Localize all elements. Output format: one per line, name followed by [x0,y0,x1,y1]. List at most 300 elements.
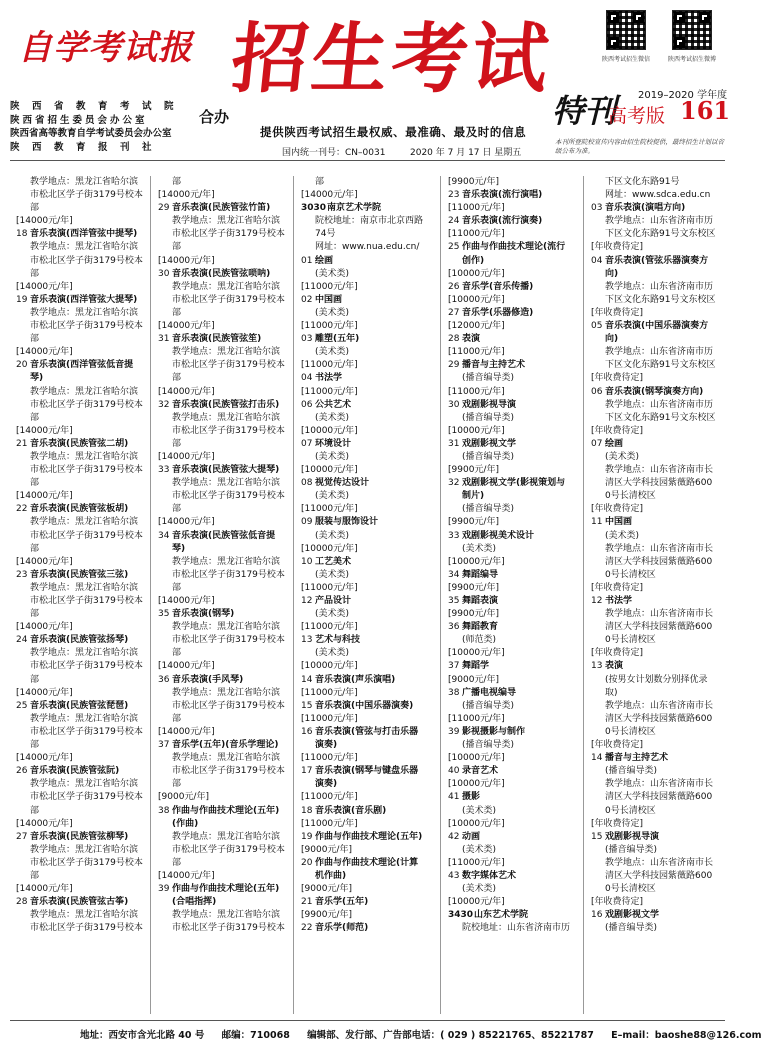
newspaper-brand-small: 自学考试报 [18,28,193,68]
tuition-fee: [14000元/年] [158,190,215,201]
major-heading [301,556,437,569]
major-number: 15 [591,831,603,842]
listing-detail: 市松北区学子街3179号校本 [30,661,143,672]
major-heading [16,569,152,582]
tuition-fee: [14000元/年] [158,451,215,462]
listing-detail: 教学地点：黑龙江省哈尔滨 [172,622,281,633]
tuition-fee: [年收费待定] [591,897,644,908]
major-heading [158,674,294,687]
major-name: 作曲与作曲技术理论(五年) [315,831,423,842]
major-number: 02 [301,294,313,305]
listing-detail: 市松北区学子街3179号校本 [30,596,143,606]
listing-detail: 教学地点：山东省济南市历 [605,216,714,227]
listing-detail: 网址：www.sdca.edu.cn [605,190,711,201]
major-number: 39 [158,884,170,895]
listing-detail: 部 [172,582,182,593]
major-name: 音乐表演(西洋管弦中提琴) [30,229,138,240]
listing-detail: 市松北区学子街3179号校本 [30,726,143,737]
major-heading [591,752,727,765]
major-name: 舞蹈教育 [462,622,499,633]
tuition-fee: [14000元/年] [158,321,215,332]
major-number: 28 [16,897,28,908]
issue-date: 2020 年 7 月 17 日 星期五 [410,148,522,158]
listing-detail: 市松北区学子街3179号校本 [172,294,285,305]
listing-detail: 教学地点：黑龙江省哈尔滨 [172,753,281,764]
tuition-fee: [10000元/年] [448,648,505,659]
tuition-fee: [11000元/年] [448,203,505,214]
major-heading [448,831,584,844]
footer-email: E–mail：baoshe88@126.com [611,1030,762,1041]
co-hosted-label: 合办 [199,108,230,126]
major-heading [16,438,152,451]
tuition-fee: [11000元/年] [301,582,358,593]
major-number: 38 [448,687,460,698]
listing-detail: 市松北区学子街3179号校本 [30,792,143,803]
major-heading [448,765,584,778]
major-heading [158,530,294,543]
tuition-fee: [9900元/年] [448,609,499,620]
major-name: 作曲与作曲技术理论(五年) [172,884,280,895]
listing-detail: 部 [30,334,40,345]
major-name: 音乐表演(民族管弦唢呐) [172,268,271,279]
tuition-fee: [11000元/年] [448,347,505,358]
major-heading [16,896,152,909]
major-heading [448,307,584,320]
listing-detail: (播音编导类) [605,766,658,777]
major-name: 音乐表演(中国乐器演奏) [315,700,414,711]
major-heading [301,372,437,385]
major-heading-continued: (作曲) [172,818,199,829]
listing-detail: 市松北区学子街3179号校本 [30,255,143,266]
major-name: 音乐表演(民族管弦笙) [172,334,262,345]
tuition-fee: [14000元/年] [158,255,215,266]
listing-detail: (美术类) [462,543,497,554]
major-number: 24 [16,635,28,646]
listing-detail: 部 [172,373,182,384]
listing-detail: (美术类) [462,884,497,895]
major-number: 16 [591,910,603,921]
major-name: 视觉传达设计 [315,478,370,489]
major-name: 戏剧影视文学 [605,910,660,921]
major-number: 22 [16,504,28,515]
major-name: 产品设计 [315,596,352,606]
major-heading [301,438,437,451]
major-number: 37 [448,661,460,672]
tuition-fee: [12000元/年] [448,321,505,332]
tuition-fee: [11000元/年] [301,818,358,829]
major-name: 音乐表演(民族管弦打击乐) [172,399,280,410]
listing-detail: 教学地点：黑龙江省哈尔滨 [172,347,281,358]
listing-detail: 部 [172,177,182,187]
major-name: 广播电视编导 [462,687,517,698]
tuition-fee: [10000元/年] [448,753,505,764]
major-number: 43 [448,870,460,881]
listing-detail: 市松北区学子街3179号校本 [30,857,143,868]
listing-detail: 部 [30,478,40,489]
major-name: 音乐表演(民族管弦古筝) [30,897,129,908]
tuition-fee: [14000元/年] [16,281,73,292]
listing-detail: 院校地址：南京市北京西路 [315,216,424,227]
major-number: 42 [448,831,460,842]
major-name: 表演 [605,661,624,672]
tuition-fee: [10000元/年] [301,543,358,554]
listing-detail: 0号长清校区 [605,726,656,737]
major-number: 31 [158,334,170,345]
major-heading-continued: 向) [605,334,619,345]
listing-detail: 教学地点：黑龙江省哈尔滨 [30,242,139,253]
listing-detail: (美术类) [315,530,350,541]
listing-detail: 教学地点：黑龙江省哈尔滨 [172,216,281,227]
listing-detail: 教学地点：黑龙江省哈尔滨 [30,582,139,593]
major-number: 33 [448,530,460,541]
listing-detail: 下区文化东路91号 [605,177,680,187]
major-name: 音乐表演(演唱方向) [605,203,686,214]
org-name: 陕西省高等教育自学考试委员会办公室 [10,128,172,139]
tuition-fee: [11000元/年] [301,504,358,515]
major-number: 18 [301,805,313,816]
major-heading [301,477,437,490]
major-heading [591,438,727,451]
listing-detail: (播音编导类) [462,504,515,515]
listing-detail: 部 [30,268,40,279]
listing-detail: 0号长清校区 [605,884,656,895]
major-name: 服装与服饰设计 [315,517,379,528]
tuition-fee: [10000元/年] [448,294,505,305]
listing-detail: 教学地点：山东省济南市历 [605,399,714,410]
listing-detail: 教学地点：山东省济南市长 [605,609,714,620]
major-number: 29 [448,360,460,371]
listing-detail: 市松北区学子街3179号校本 [30,530,143,541]
listing-detail: (美术类) [315,451,350,462]
tuition-fee: [9900元/年] [448,517,499,528]
major-number: 01 [301,255,313,266]
tuition-fee: [14000元/年] [158,386,215,397]
major-number: 03 [591,203,603,214]
major-name: 音乐表演(西洋管弦大提琴) [30,294,138,305]
major-name: 音乐表演(流行演唱) [462,190,543,201]
listing-detail: 部 [30,674,40,685]
tuition-fee: [10000元/年] [301,465,358,476]
listing-detail: 清区大学科技园紫薇路600 [605,478,713,489]
listing-detail: (美术类) [315,569,350,580]
major-name: 音乐表演(民族管弦扬琴) [30,635,129,646]
major-name: 中国画 [315,294,343,305]
listing-detail: 下区文化东路91号文东校区 [605,229,716,240]
listing-detail: 院校地址：山东省济南市历 [462,923,571,934]
major-heading [16,294,152,307]
major-name: 舞蹈编导 [462,569,499,580]
major-heading-continued: 创作) [462,255,485,266]
tuition-fee: [14000元/年] [16,818,73,829]
major-heading [16,765,152,778]
major-heading [448,399,584,412]
major-number: 04 [591,255,603,266]
listing-detail: 市松北区学子街3179号校本 [172,923,285,934]
tuition-fee: [11000元/年] [448,229,505,240]
listing-detail: (美术类) [315,648,350,659]
major-heading [448,791,584,804]
tuition-fee: [14000元/年] [16,425,73,436]
major-name: 音乐表演(民族管弦板胡) [30,504,129,515]
major-number: 21 [16,438,28,449]
listing-detail: 部 [30,543,40,554]
major-name: 作曲与作曲技术理论(计算 [315,857,419,868]
tuition-fee: [9900元/年] [301,910,352,921]
major-name: 音乐表演(管弦乐器演奏方 [605,255,709,266]
footer-address: 地址：西安市含光北路 40 号 [80,1030,205,1041]
listing-detail: 市松北区学子街3179号校本 [172,766,285,777]
major-number: 15 [301,700,313,711]
footer-postcode: 邮编：710068 [221,1030,290,1041]
listing-detail: 市松北区学子街3179号校本 [30,465,143,476]
major-number: 25 [448,242,460,253]
tuition-fee: [14000元/年] [16,216,73,227]
tuition-fee: [10000元/年] [301,425,358,436]
institution-code: 3030 [301,203,327,214]
major-name: 音乐表演(民族管弦琵琶) [30,700,129,711]
major-number: 32 [158,399,170,410]
listing-column-1 [16,176,152,1014]
listing-detail: 市松北区学子街3179号校本 [172,844,285,855]
tuition-fee: [11000元/年] [301,622,358,633]
major-heading [448,870,584,883]
listing-detail: 部 [30,740,40,751]
listing-detail: (播音编导类) [462,740,515,751]
listing-detail: 市松北区学子街3179号校本 [172,229,285,240]
major-heading [16,359,152,372]
listing-detail: 清区大学科技园紫薇路600 [605,622,713,633]
listing-detail: 市松北区学子街3179号校本 [172,491,285,502]
major-heading [158,268,294,281]
major-name: 书法学 [315,373,343,384]
listing-detail: 取) [605,687,618,698]
major-number: 13 [301,635,313,646]
listing-detail: 教学地点：山东省济南市长 [605,779,714,790]
tuition-fee: [14000元/年] [301,190,358,201]
major-number: 39 [448,726,460,737]
header-divider [10,160,725,161]
major-name: 绘画 [315,255,334,266]
listing-detail: 部 [30,203,40,214]
listing-detail: 教学地点：山东省济南市历 [605,347,714,358]
major-number: 12 [301,596,313,606]
tuition-fee: [年收费待定] [591,307,644,318]
tuition-fee: [11000元/年] [301,321,358,332]
major-heading [591,202,727,215]
major-number: 09 [301,517,313,528]
listing-detail: (播音编导类) [462,373,515,384]
listing-detail: 教学地点：黑龙江省哈尔滨 [30,648,139,659]
page-footer [80,1027,776,1041]
listing-detail: 市松北区学子街3179号校本 [30,399,143,410]
major-heading [158,333,294,346]
tuition-fee: [10000元/年] [301,661,358,672]
tuition-fee: [11000元/年] [301,687,358,698]
major-name: 音乐表演(声乐演唱) [315,674,396,685]
listing-detail: (美术类) [315,268,350,279]
major-number: 34 [448,569,460,580]
major-number: 40 [448,766,460,777]
major-heading [448,241,584,254]
major-name: 书法学 [605,596,633,606]
listing-detail: 市松北区学子街3179号校本 [172,635,285,646]
major-number: 35 [448,596,460,606]
major-number: 08 [301,478,313,489]
major-number: 04 [301,373,313,384]
major-name: 音乐表演(中国乐器演奏方 [605,321,709,332]
major-number: 21 [301,897,313,908]
masthead [0,0,735,168]
major-heading [448,687,584,700]
major-number: 25 [16,700,28,711]
major-name: 音乐表演(流行演奏) [462,216,543,227]
listing-detail: (播音编导类) [605,923,658,934]
major-heading [16,228,152,241]
org-name: 陕西省招生委员会办公室 [10,114,148,126]
major-name: 音乐表演(民族管弦柳琴) [30,831,129,842]
major-heading [301,857,437,870]
major-number: 13 [591,661,603,672]
admissions-listing [8,176,730,1014]
major-heading-continued: 制片) [462,491,485,502]
tuition-fee: [10000元/年] [448,425,505,436]
major-number: 31 [448,438,460,449]
major-heading [591,516,727,529]
edition-label: 高考版 [608,105,666,127]
major-name: 摄影 [462,792,481,803]
footer-phone: 编辑部、发行部、广告部电话：( 029 ) 85221765、85221787 [307,1030,594,1041]
listing-detail: 市松北区学子街3179号校本 [172,425,285,436]
major-name: 戏剧影视美术设计 [462,530,535,541]
listing-detail: 教学地点：黑龙江省哈尔滨 [30,307,139,318]
listing-detail: 0号长清校区 [605,635,656,646]
tuition-fee: [11000元/年] [448,386,505,397]
listing-detail: 教学地点：黑龙江省哈尔滨 [30,386,139,397]
tuition-fee: [11000元/年] [448,857,505,868]
major-name: 音乐学(乐器修造) [462,307,534,318]
major-name: 录音艺术 [462,766,499,777]
major-heading-continued: (合唱指挥) [172,897,217,908]
listing-detail: 市松北区学子街3179号校本 [30,321,143,332]
major-name: 戏剧影视文学(影视策划与 [462,478,566,489]
major-number: 26 [448,281,460,292]
major-name: 影视摄影与制作 [462,726,526,737]
major-heading [591,255,727,268]
tuition-fee: [11000元/年] [301,753,358,764]
listing-detail: 清区大学科技园紫薇路600 [605,713,713,724]
major-number: 23 [16,569,28,580]
tuition-fee: [10000元/年] [448,897,505,908]
major-name: 音乐表演(音乐剧) [315,805,387,816]
tuition-fee: [14000元/年] [158,661,215,672]
tuition-fee: [14000元/年] [16,491,73,502]
tuition-fee: [14000元/年] [16,556,73,567]
listing-detail: 部 [172,779,182,790]
tuition-fee: [11000元/年] [301,713,358,724]
major-number: 10 [301,556,313,567]
listing-detail: 部 [172,307,182,318]
listing-detail: 部 [30,805,40,816]
major-heading [301,634,437,647]
major-name: 作曲与作曲技术理论(五年) [172,805,280,816]
major-number: 07 [301,438,313,449]
major-heading [301,896,437,909]
listing-detail: (美术类) [605,451,640,462]
major-name: 动画 [462,831,481,842]
listing-detail: 部 [30,870,40,881]
tuition-fee: [14000元/年] [16,347,73,358]
tuition-fee: [10000元/年] [448,779,505,790]
major-heading [448,569,584,582]
major-heading [301,726,437,739]
listing-detail: (播音编导类) [605,844,658,855]
major-name: 绘画 [605,438,624,449]
major-heading [301,700,437,713]
major-heading [301,805,437,818]
issue-number: 161 [680,96,731,125]
major-heading [591,831,727,844]
listing-detail: (美术类) [462,805,497,816]
tuition-fee: [14000元/年] [158,870,215,881]
major-heading-continued: 琴) [30,373,44,384]
major-heading [158,399,294,412]
listing-detail: (美术类) [315,347,350,358]
listing-detail: 0号长清校区 [605,805,656,816]
weibo-qr-caption: 陕西考试招生微博 [667,56,716,63]
listing-column-5 [591,176,727,1014]
major-heading [158,464,294,477]
listing-detail: 教学地点：黑龙江省哈尔滨 [172,687,281,698]
major-number: 32 [448,478,460,489]
major-heading-continued: 琴) [172,543,186,554]
major-heading [448,660,584,673]
major-heading [301,674,437,687]
major-heading-continued: 演奏) [315,779,338,790]
major-number: 27 [16,831,28,842]
tuition-fee: [年收费待定] [591,582,644,593]
major-heading [448,621,584,634]
listing-detail: 部 [30,609,40,620]
major-name: 音乐表演(民族管弦竹笛) [172,203,271,214]
major-number: 17 [301,766,313,777]
major-number: 20 [301,857,313,868]
listing-detail: 教学地点：黑龙江省哈尔滨 [30,844,139,855]
tuition-fee: [年收费待定] [591,818,644,829]
tuition-fee: [14000元/年] [16,622,73,633]
tuition-fee: [年收费待定] [591,373,644,384]
tuition-fee: [年收费待定] [591,242,644,253]
major-number: 18 [16,229,28,240]
major-name: 音乐表演(民族管弦阮) [30,766,120,777]
tuition-fee: [9000元/年] [301,844,352,855]
major-name: 表演 [462,334,481,345]
major-name: 音乐表演(民族管弦三弦) [30,569,129,580]
major-heading [301,399,437,412]
major-number: 41 [448,792,460,803]
major-heading [448,215,584,228]
major-heading [301,333,437,346]
listing-detail: (美术类) [315,609,350,620]
tuition-fee: [11000元/年] [301,281,358,292]
tuition-fee: [14000元/年] [16,884,73,895]
listing-detail: 教学地点：山东省济南市历 [605,281,714,292]
tuition-fee: [9900元/年] [448,582,499,593]
listing-detail: 教学地点：黑龙江省哈尔滨 [30,910,139,921]
listing-detail: 清区大学科技园紫薇路600 [605,556,713,567]
major-number: 36 [448,622,460,633]
major-name: 播音与主持艺术 [605,753,669,764]
tuition-fee: [9000元/年] [448,674,499,685]
